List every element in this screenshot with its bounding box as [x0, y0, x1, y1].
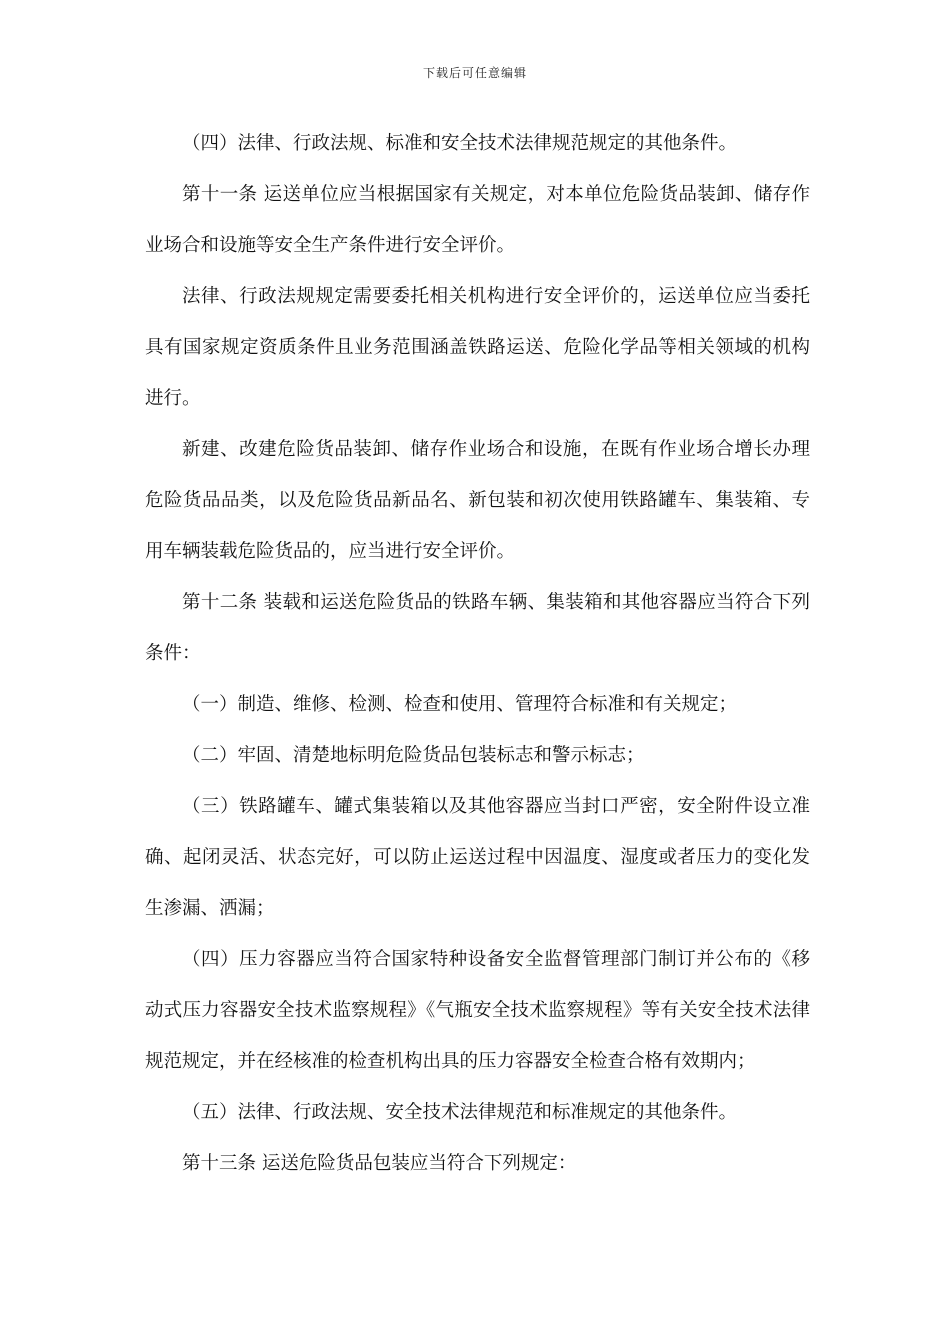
document-body — [145, 118, 810, 1189]
paragraph-item-4-general: （四）法律、行政法规、标准和安全技术法律规范规定的其他条件。 — [182, 133, 738, 154]
paragraph-article-12: 第十二条 装载和运送危险货品的铁路车辆、集装箱和其他容器应当符合下列条件： — [145, 592, 810, 664]
paragraph-item-3: （三）铁路罐车、罐式集装箱以及其他容器应当封口严密，安全附件设立准确、起闭灵活、状态完好，可以防止运送过程中因温度、湿度或者压力的变化发生渗漏、洒漏； — [145, 796, 810, 919]
paragraph-article-13: 第十三条 运送危险货品包装应当符合下列规定： — [182, 1153, 577, 1174]
paragraph-item-5: （五）法律、行政法规、安全技术法律规范和标准规定的其他条件。 — [182, 1102, 738, 1123]
paragraph-item-1: （一）制造、维修、检测、检查和使用、管理符合标准和有关规定； — [182, 694, 738, 715]
paragraph-item-2: （二）牢固、清楚地标明危险货品包装标志和警示标志； — [182, 745, 645, 766]
page-header-note: 下载后可任意编辑 — [422, 66, 527, 80]
paragraph-article-11-new-construction: 新建、改建危险货品装卸、储存作业场合和设施，在既有作业场合增长办理危险货品品类，以及危险货品新品名、新包装和初次使用铁路罐车、集装箱、专用车辆装载危险货品的，应当进行安全评价。 — [145, 439, 810, 562]
paragraph-article-11-entrust: 法律、行政法规规定需要委托相关机构进行安全评价的，运送单位应当委托具有国家规定资质条件且业务范围涵盖铁路运送、危险化学品等相关领域的机构进行。 — [145, 286, 810, 409]
paragraph-article-11: 第十一条 运送单位应当根据国家有关规定，对本单位危险货品装卸、储存作业场合和设施等安全生产条件进行安全评价。 — [145, 184, 810, 256]
paragraph-item-4-pressure-vessel: （四）压力容器应当符合国家特种设备安全监督管理部门制订并公布的《移动式压力容器安全技术监察规程》《气瓶安全技术监察规程》等有关安全技术法律规范规定，并在经核准的检查机构出具的压力容器安全检查合格有效期内； — [145, 949, 810, 1072]
